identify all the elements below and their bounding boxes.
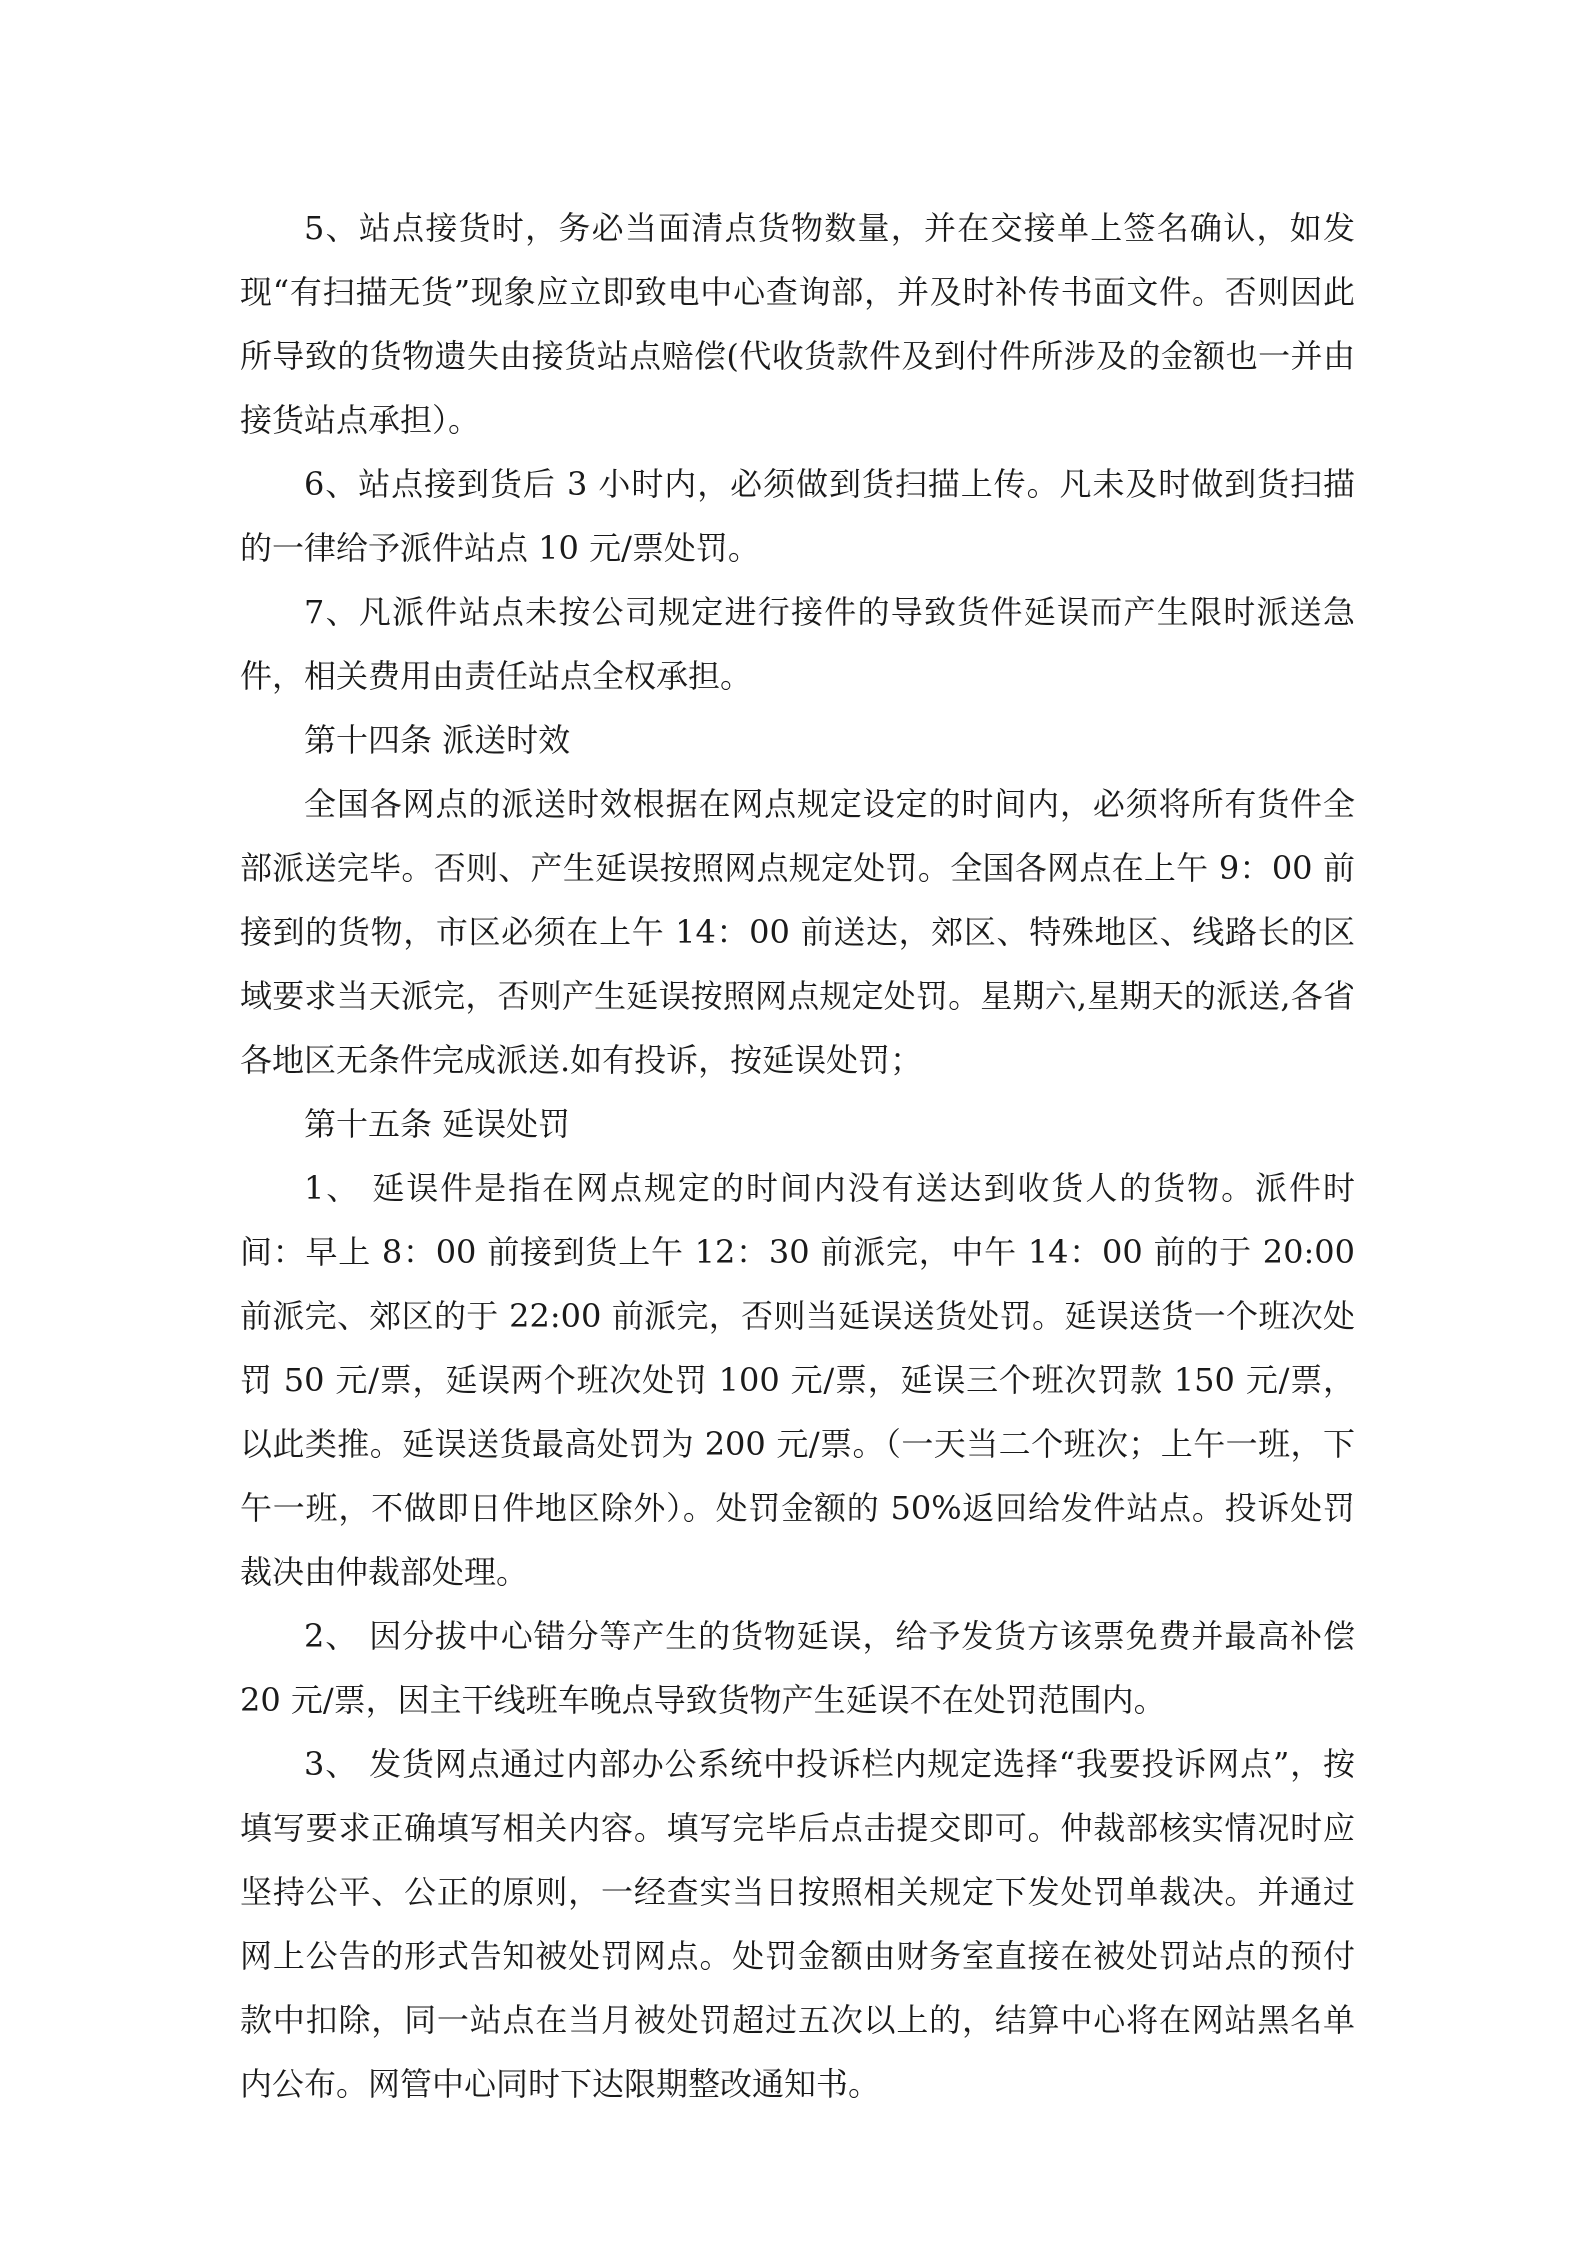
- paragraph-item-6: 6、站点接到货后 3 小时内，必须做到货扫描上传。凡未及时做到货扫描的一律给予派件站点 10 元/票处罚。: [240, 465, 1355, 567]
- section-heading-14: 第十四条 派送时效: [304, 721, 571, 759]
- section-heading-15: 第十五条 延误处罚: [304, 1105, 571, 1143]
- paragraph-delay-item-3: 3、 发货网点通过内部办公系统中投诉栏内规定选择“我要投诉网点”，按填写要求正确填写相关内容。填写完毕后点击提交即可。仲裁部核实情况时应坚持公平、公正的原则，一经查实当日按照相关规定下发处罚单裁决。并通过网上公告的形式告知被处罚网点。处罚金额由财务室直接在被处罚站点的预付款中扣除，同一站点在当月被处罚超过五次以上的，结算中心将在网站黑名单内公布。网管中心同时下达限期整改通知书。: [240, 1745, 1355, 2103]
- paragraph-item-7: 7、凡派件站点未按公司规定进行接件的导致货件延误而产生限时派送急件，相关费用由责任站点全权承担。: [240, 593, 1355, 695]
- paragraph-delay-item-1: 1、 延误件是指在网点规定的时间内没有送达到收货人的货物。派件时间：早上 8：00 前接到货上午 12：30 前派完，中午 14：00 前的于 20:00 前派完、郊区的于 22:00 前派完，否则当延误送货处罚。延误送货一个班次处罚 50 元/票，延误两个班次处罚 100 元/票，延误三个班次罚款 150 元/票，以此类推。延误送货最高处罚为 200 元/票。（一天当二个班次；上午一班，下午一班，不做即日件地区除外）。处罚金额的 50%返回给发件站点。投诉处罚裁决由仲裁部处理。: [240, 1169, 1355, 1591]
- paragraph-delivery-timeliness: 全国各网点的派送时效根据在网点规定设定的时间内，必须将所有货件全部派送完毕。否则、产生延误按照网点规定处罚。全国各网点在上午 9：00 前接到的货物，市区必须在上午 14：00 前送达，郊区、特殊地区、线路长的区域要求当天派完，否则产生延误按照网点规定处罚。星期六,星期天的派送,各省各地区无条件完成派送.如有投诉，按延误处罚；: [240, 785, 1355, 1079]
- document-body: [240, 196, 1355, 2116]
- paragraph-item-5: 5、站点接货时，务必当面清点货物数量，并在交接单上签名确认，如发现“有扫描无货”现象应立即致电中心查询部，并及时补传书面文件。否则因此所导致的货物遗失由接货站点赔偿(代收货款件及到付件所涉及的金额也一并由接货站点承担）。: [240, 209, 1355, 439]
- paragraph-delay-item-2: 2、 因分拔中心错分等产生的货物延误，给予发货方该票免费并最高补偿 20 元/票，因主干线班车晚点导致货物产生延误不在处罚范围内。: [240, 1617, 1355, 1719]
